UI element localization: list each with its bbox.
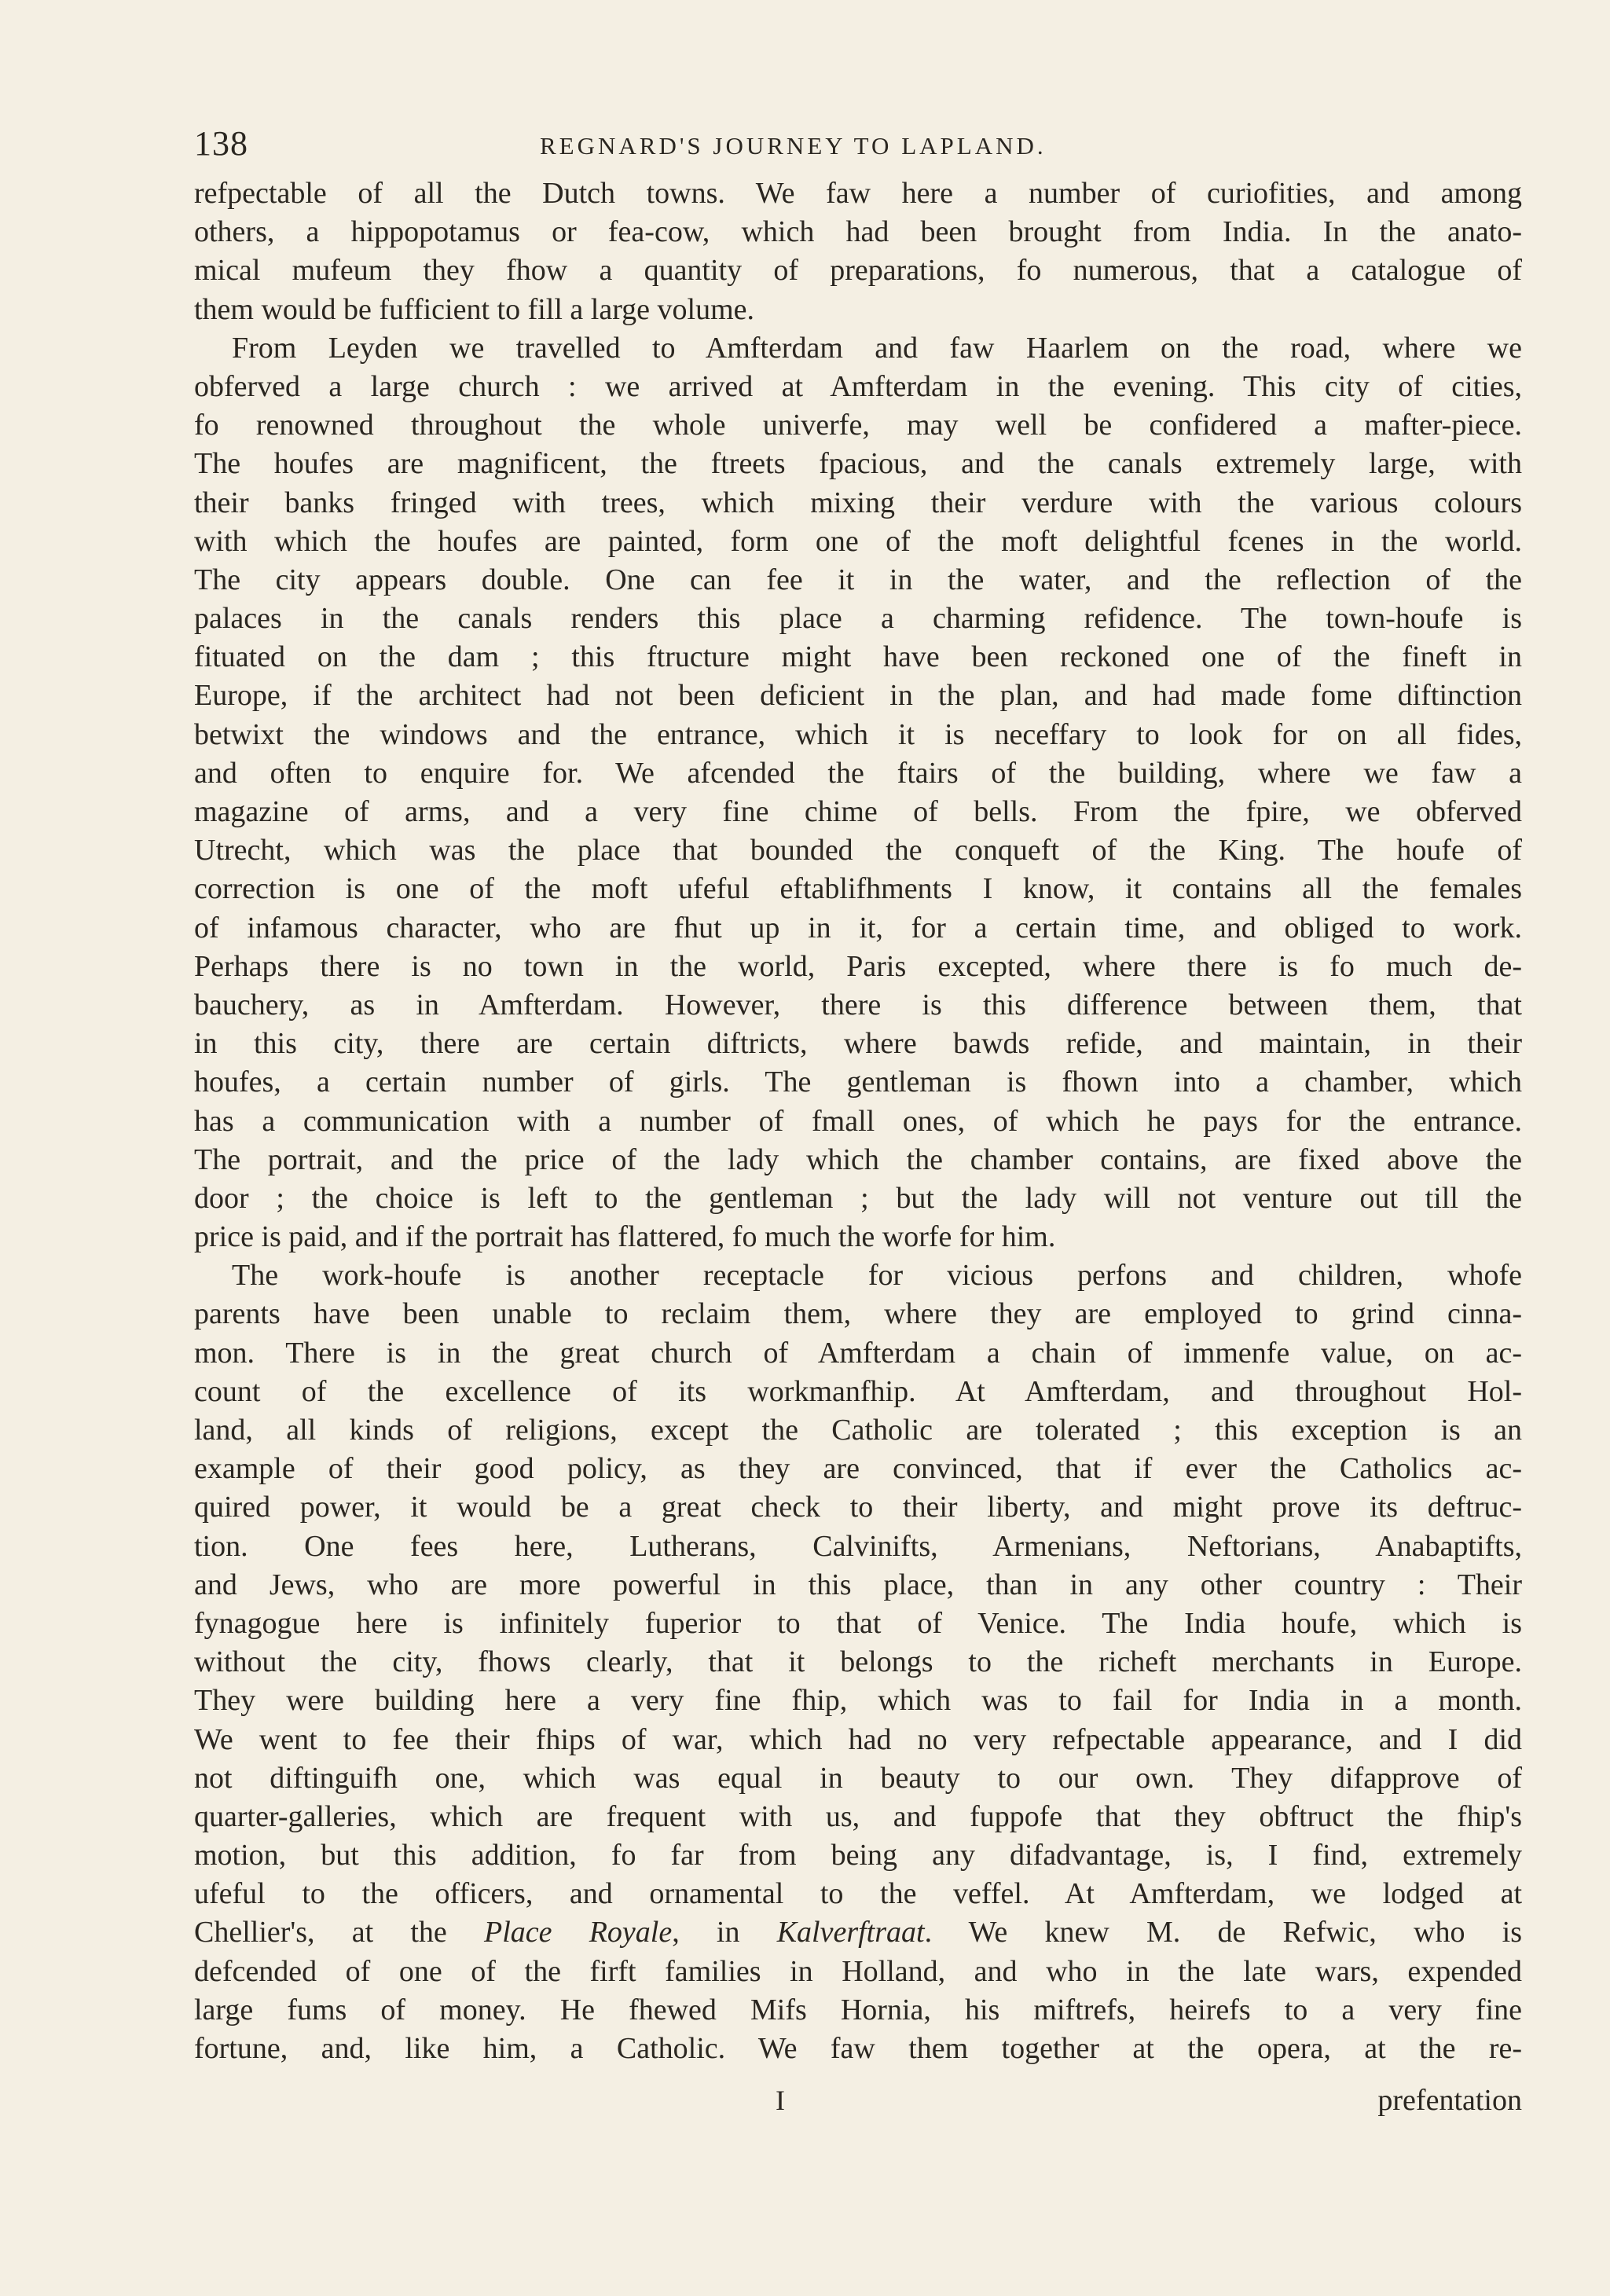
text-line: them would be fufficient to fill a large volume. (194, 292, 755, 326)
body-text (194, 174, 1522, 2068)
text-line: example of their good policy, as they are convinced, that if ever the Catholics ac- (194, 1452, 1522, 1486)
text-line: refpectable of all the Dutch towns. We faw here a number of curiofities, and among (194, 177, 1522, 210)
text-line: fo renowned throughout the whole univerfe, may well be confidered a mafter-piece. (194, 409, 1522, 442)
italic-text: Kalverftraat (776, 1916, 925, 1949)
text-line: others, a hippopotamus or fea-cow, which had been brought from India. In the anato- (194, 215, 1522, 249)
text-line: fortune, and, like him, a Catholic. We faw them together at the opera, at the re- (194, 2032, 1522, 2065)
text-line: and often to enquire for. We afcended the ftairs of the building, where we faw a (194, 756, 1522, 790)
page-number: 138 (194, 124, 248, 163)
text-line: Perhaps there is no town in the world, Paris excepted, where there is fo much de- (194, 949, 1522, 983)
text-line: land, all kinds of religions, except the Catholic are tolerated ; this exception is an (194, 1414, 1522, 1447)
text-line (194, 1913, 1522, 1952)
text-line: mon. There is in the great church of Amfterdam a chain of immenfe value, on ac- (194, 1336, 1522, 1370)
text-line: Europe, if the architect had not been deficient in the plan, and had made fome diftinction (194, 679, 1522, 713)
text-line: of infamous character, who are fhut up in it, for a certain time, and obliged to work. (194, 911, 1522, 944)
text-line: parents have been unable to reclaim them, where they are employed to grind cinna- (194, 1297, 1522, 1331)
text-span: , in (672, 1916, 777, 1949)
text-line: and Jews, who are more powerful in this place, than in any other country : Their (194, 1568, 1522, 1601)
text-line: bauchery, as in Amfterdam. However, there is this difference between them, that (194, 988, 1522, 1021)
signature-mark: I (776, 2085, 785, 2116)
text-line: obferved a large church : we arrived at Amfterdam in the evening. This city of cities, (194, 369, 1522, 403)
text-line: They were building here a very fine fhip, which was to fail for India in a month. (194, 1684, 1522, 1718)
text-line: has a communication with a number of fmall ones, of which he pays for the entrance. (194, 1104, 1522, 1138)
text-span: Chellier's, at the (194, 1916, 484, 1949)
text-line: not diftinguifh one, which was equal in beauty to our own. They difapprove of (194, 1761, 1522, 1795)
text-line: their banks fringed with trees, which mixing their verdure with the various colours (194, 486, 1522, 519)
text-line: count of the excellence of its workmanfhip. At Amfterdam, and throughout Hol- (194, 1374, 1522, 1408)
italic-text: Place Royale (484, 1916, 673, 1949)
text-line: in this city, there are certain diftricts, where bawds refide, and maintain, in their (194, 1027, 1522, 1061)
text-line: large fums of money. He fhewed Mifs Hornia, his miftrefs, heirefs to a very fine (194, 1993, 1522, 2026)
text-line: The houfes are magnificent, the ftreets fpacious, and the canals extremely large, with (194, 447, 1522, 481)
text-line: price is paid, and if the portrait has flattered, fo much the worfe for him. (194, 1220, 1056, 1254)
text-line: quarter-galleries, which are frequent with us, and fuppofe that they obftruct the fhip's (194, 1799, 1522, 1833)
text-line: fynagogue here is infinitely fuperior to that of Venice. The India houfe, which is (194, 1606, 1522, 1640)
running-head (194, 124, 1522, 163)
text-line: with which the houfes are painted, form one of the moft delightful fcenes in the world. (194, 524, 1522, 558)
running-title: REGNARD'S JOURNEY TO LAPLAND. (540, 132, 1047, 160)
catchword: prefentation (1377, 2084, 1522, 2117)
text-line: From Leyden we travelled to Amfterdam and faw Haarlem on the road, where we (232, 331, 1522, 365)
text-line: The work-houfe is another receptacle for vicious perfons and children, whofe (232, 1259, 1522, 1293)
text-line: quired power, it would be a great check to their liberty, and might prove its deftruc- (194, 1491, 1522, 1524)
text-line: door ; the choice is left to the gentleman ; but the lady will not venture out till the (194, 1181, 1522, 1215)
text-line: fituated on the dam ; this ftructure might have been reckoned one of the fineft in (194, 640, 1522, 674)
text-line: motion, but this addition, fo far from being any difadvantage, is, I find, extremely (194, 1839, 1522, 1872)
text-line: Utrecht, which was the place that bounded the conqueft of the King. The houfe of (194, 834, 1522, 867)
text-line: The city appears double. One can fee it in the water, and the reflection of the (194, 563, 1522, 596)
text-line: correction is one of the moft ufeful eftablifhments I know, it contains all the females (194, 872, 1522, 906)
text-span: . We knew M. de Refwic, who is (924, 1916, 1522, 1949)
text-line: palaces in the canals renders this place a charming refidence. The town-houfe is (194, 602, 1522, 636)
text-line: betwixt the windows and the entrance, which it is neceffary to look for on all fides, (194, 717, 1522, 751)
page-footer (194, 2081, 1522, 2120)
text-line: We went to fee their fhips of war, which had no very refpectable appearance, and I did (194, 1722, 1522, 1756)
text-line: tion. One fees here, Lutherans, Calvinifts, Armenians, Neftorians, Anabaptifts, (194, 1529, 1522, 1563)
text-line: without the city, fhows clearly, that it belongs to the richeft merchants in Europe. (194, 1645, 1522, 1679)
text-line: The portrait, and the price of the lady which the chamber contains, are fixed above the (194, 1142, 1522, 1176)
text-line: mical mufeum they fhow a quantity of preparations, fo numerous, that a catalogue of (194, 254, 1522, 288)
text-line: ufeful to the officers, and ornamental to the veffel. At Amfterdam, we lodged at (194, 1877, 1522, 1911)
text-line: defcended of one of the firft families in Holland, and who in the late wars, expended (194, 1954, 1522, 1988)
text-line: magazine of arms, and a very fine chime of bells. From the fpire, we obferved (194, 795, 1522, 828)
text-line: houfes, a certain number of girls. The gentleman is fhown into a chamber, which (194, 1065, 1522, 1099)
